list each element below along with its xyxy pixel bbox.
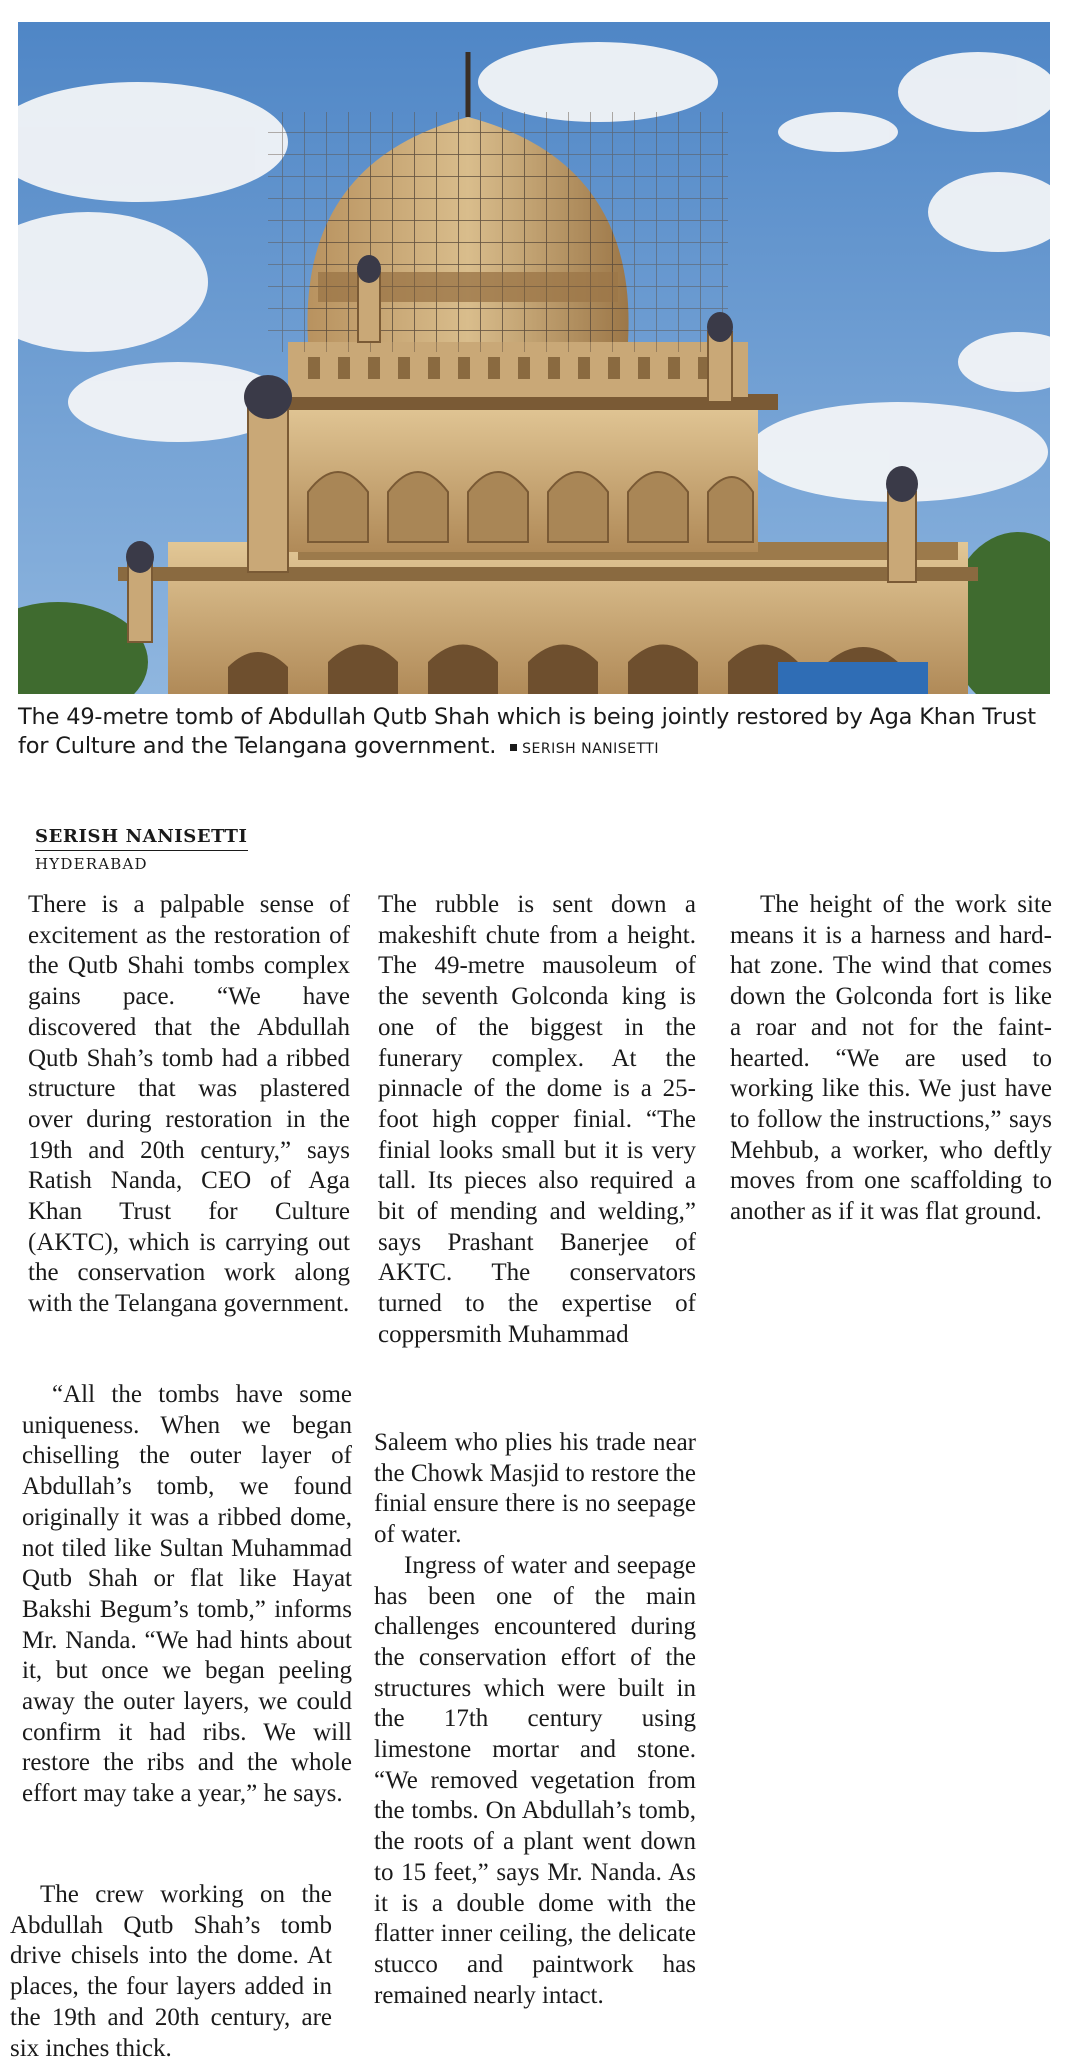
byline-author: SERISH NANISETTI [35,826,248,851]
article-column-2 [378,890,696,1351]
byline-dateline: HYDERABAD [35,855,148,873]
article-paragraph: Ingress of water and seepage has been one of the main challenges encountered during the conservation effort of the structures which were built in the 17th century using limestone mortar and stone. “We removed vegetation from the tombs. On Abdullah’s tomb, the roots of a plant went down to 15 feet,” says Mr. Nanda. As it is a double dome with the flatter inner ceiling, the delicate stucco and paintwork has remained nearly intact. [374,1551,696,2009]
photo-credit: SERISH NANISETTI [510,741,659,757]
article-paragraph: The height of the work site means it is a harness and hard-hat zone. The wind that comes down the Golconda fort is like a roar and not for the faint-hearted. “We are used to working like this. We just have to follow the instructions,” says Mehbub, a worker, who deftly moves from one scaffolding to another as if it was flat ground. [730,891,1052,1226]
tomb-photo-illustration [18,22,1050,694]
article-paragraph: Saleem who plies his trade near the Chowk Masjid to restore the finial ensure there is no seepage of water. [374,1429,696,1549]
photo-caption [18,703,1058,764]
article-column-3 [730,890,1052,1228]
article-paragraph: The crew working on the Abdullah Qutb Shah’s tomb drive chisels into the dome. At places, the four layers added in the 19th and 20th century, are six inches thick. [10,1881,332,2062]
article-column-1-continued [22,1380,352,1810]
byline [35,826,248,873]
article-photo [18,22,1050,694]
article-column-2-continued [374,1428,696,2011]
caption-text: The 49-metre tomb of Abdullah Qutb Shah which is being jointly restored by Aga Khan Trust for Culture and the Telangana government. [18,704,1036,759]
article-paragraph: There is a palpable sense of excitement as the restoration of the Qutb Shahi tombs complex gains pace. “We have discovered that the Abdullah Qutb Shah’s tomb had a ribbed structure that was plastered over during restoration in the 19th and 20th century,” says Ratish Nanda, CEO of Aga Khan Trust for Culture (AKTC), which is carrying out the conservation work along with the Telangana government. [28,891,350,1318]
article-paragraph: The rubble is sent down a makeshift chute from a height. The 49-metre mausoleum of the seventh Golconda king is one of the biggest in the funerary complex. At the pinnacle of the dome is a 25-foot high copper finial. “The finial looks small but it is very tall. Its pieces also required a bit of mending and welding,” says Prashant Banerjee of AKTC. The conservators turned to the expertise of coppersmith Muhammad [378,891,696,1348]
article-column-1 [28,890,350,1320]
article-paragraph: “All the tombs have some uniqueness. When we began chiselling the outer layer of Abdullah’s tomb, we found originally it was a ribbed dome, not tiled like Sultan Muhammad Qutb Shah or flat like Hayat Bakshi Begum’s tomb,” informs Mr. Nanda. “We had hints about it, but once we began peeling away the outer layers, we could confirm it had ribs. We will restore the ribs and the whole effort may take a year,” he says. [22,1381,352,1808]
article-column-1-end [10,1880,332,2064]
